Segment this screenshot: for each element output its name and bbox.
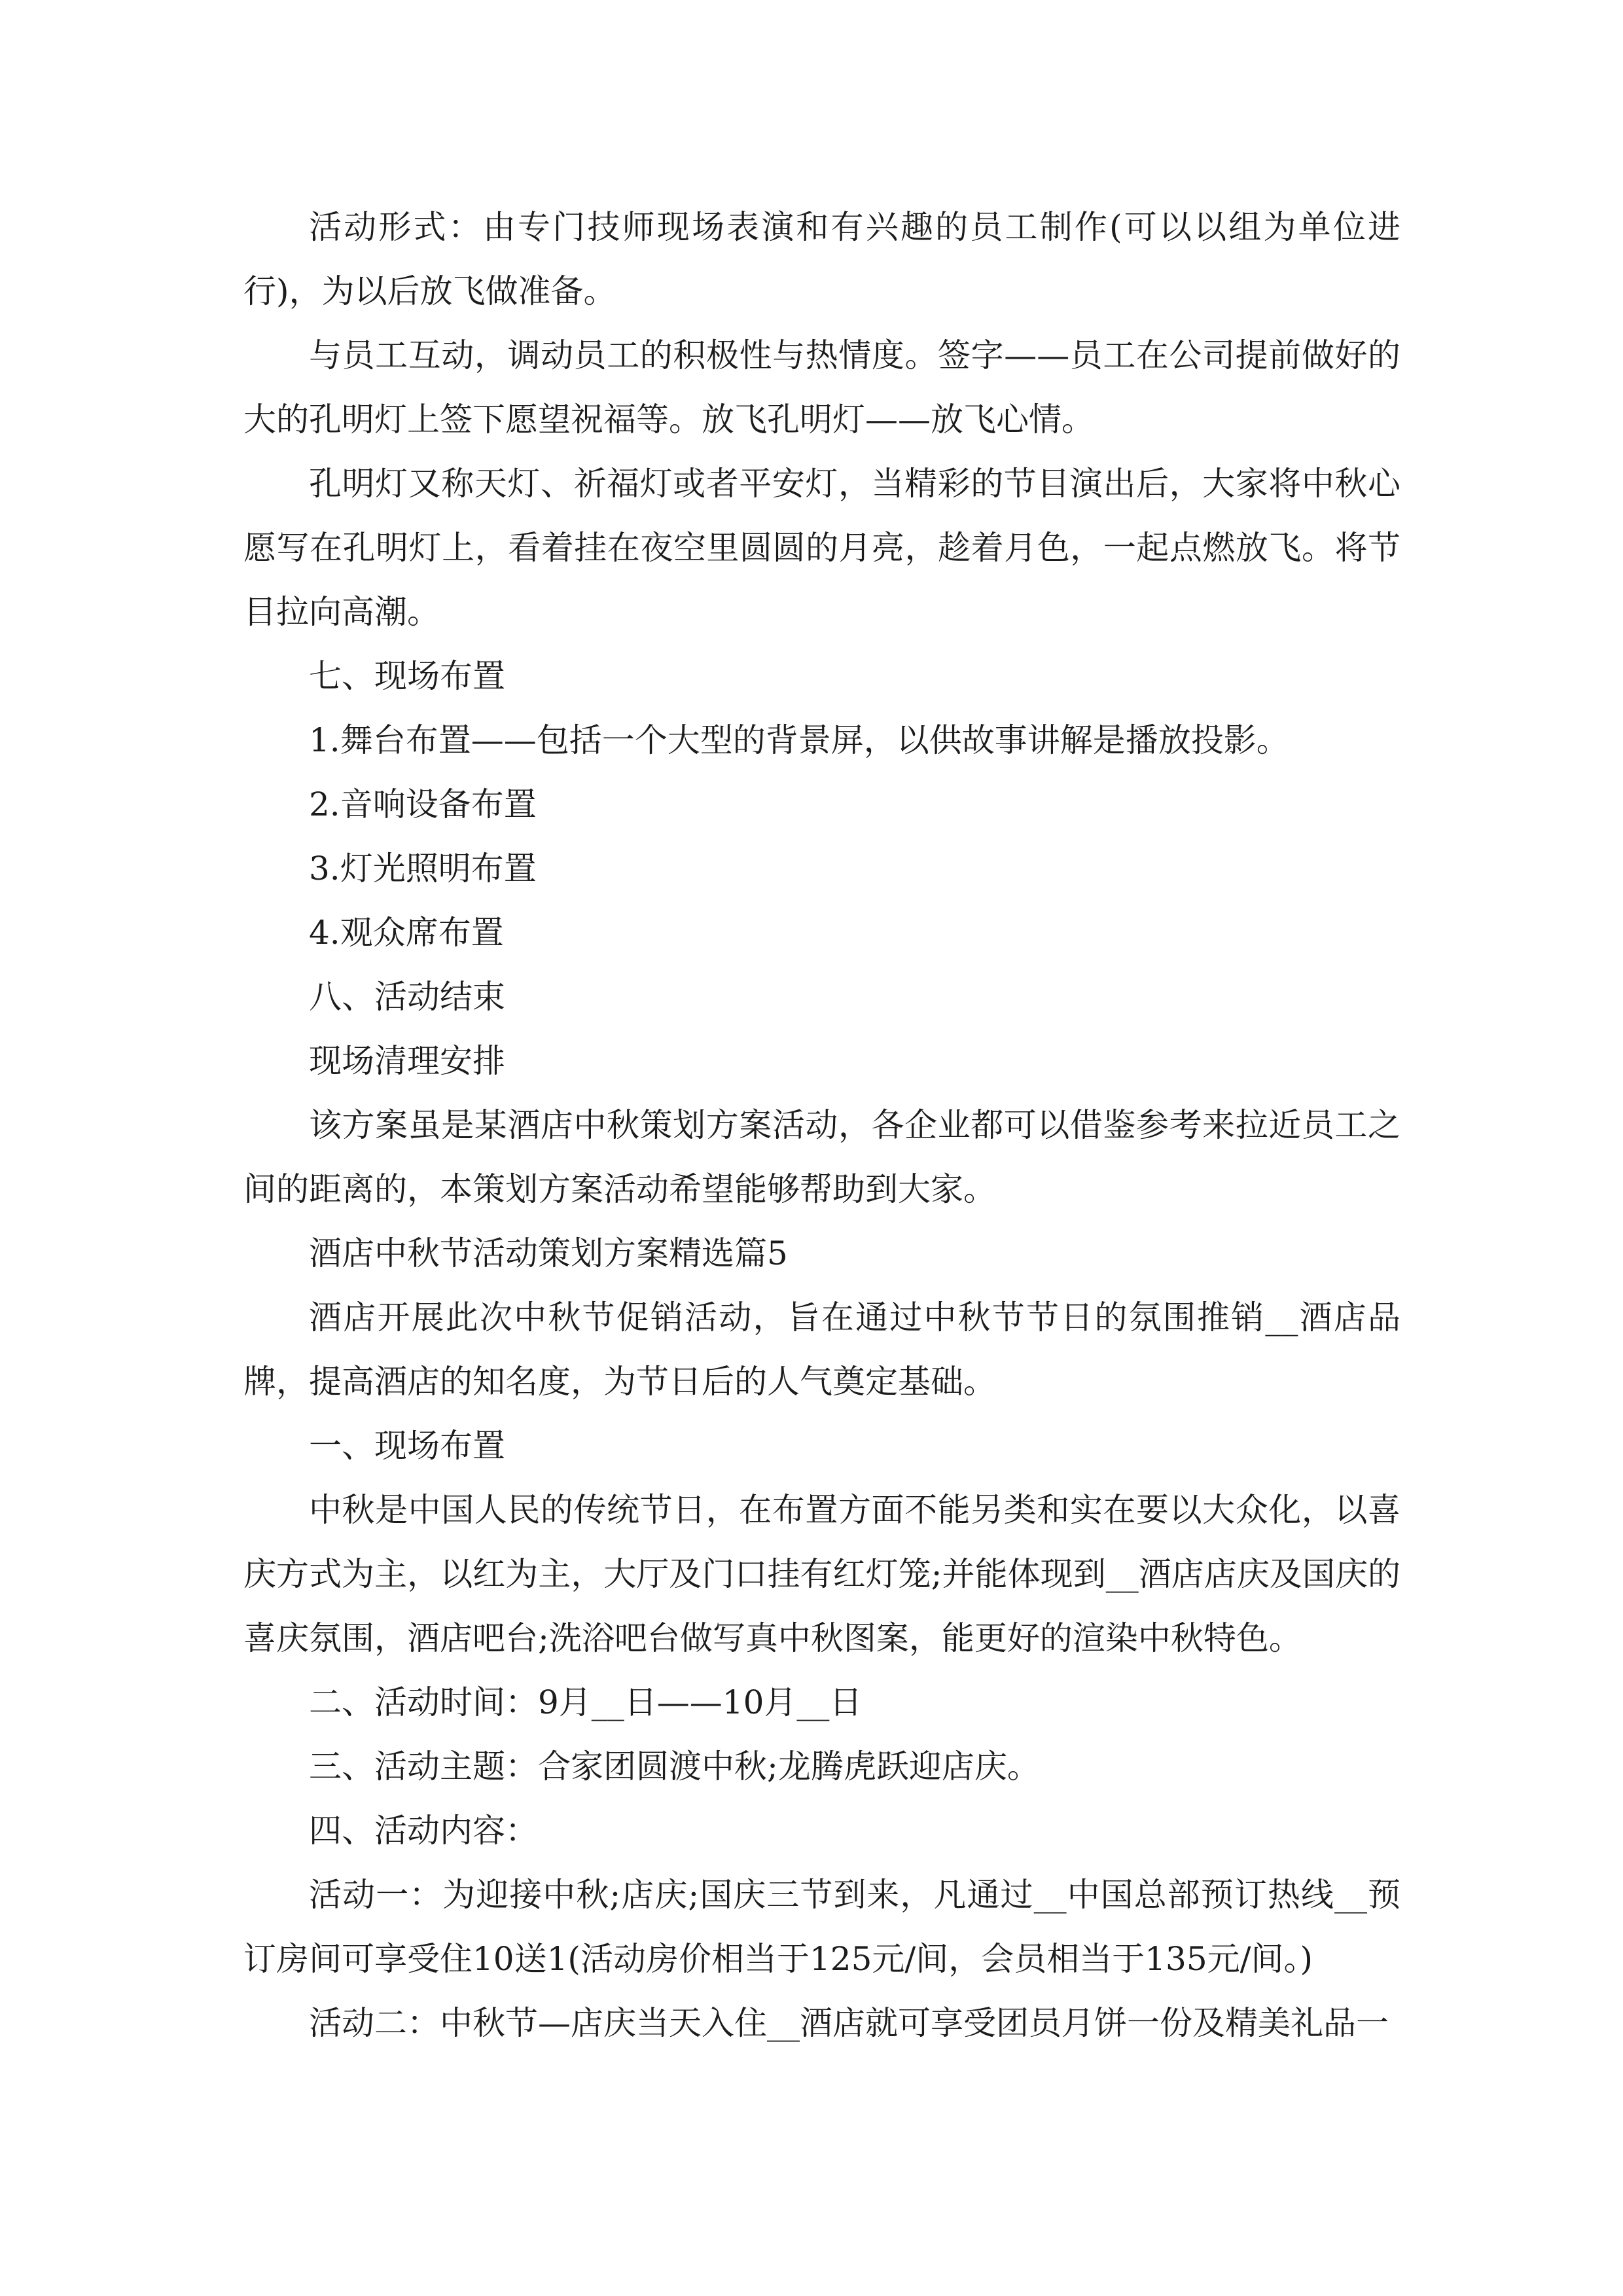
paragraph-summary: 该方案虽是某酒店中秋策划方案活动，各企业都可以借鉴参考来拉近员工之间的距离的，本策划方案活动希望能够帮助到大家。 — [243, 1106, 1400, 1208]
heading-section-1: 一、现场布置 — [309, 1427, 505, 1465]
paragraph-decoration: 中秋是中国人民的传统节日，在布置方面不能另类和实在要以大众化，以喜庆方式为主，以红为主，大厅及门口挂有红灯笼;并能体现到__酒店店庆及国庆的喜庆氛围，酒店吧台;洗浴吧台做写真中秋图案，能更好的渲染中秋特色。 — [243, 1491, 1400, 1657]
paragraph-promotion-goal: 酒店开展此次中秋节促销活动，旨在通过中秋节节日的氛围推销__酒店品牌，提高酒店的知名度，为节日后的人气奠定基础。 — [243, 1299, 1400, 1401]
paragraph-activity-time: 二、活动时间：9月__日——10月__日 — [309, 1683, 863, 1721]
heading-activity-content: 四、活动内容： — [309, 1812, 538, 1850]
document-body — [243, 195, 1400, 2055]
paragraph-activity-form: 活动形式：由专门技师现场表演和有兴趣的员工制作(可以以组为单位进行)，为以后放飞做准备。 — [243, 208, 1400, 310]
paragraph-cleanup: 现场清理安排 — [309, 1042, 505, 1080]
heading-section-8: 八、活动结束 — [309, 978, 505, 1016]
list-item-audience: 4.观众席布置 — [309, 914, 504, 952]
paragraph-kongming-lantern: 孔明灯又称天灯、祈福灯或者平安灯，当精彩的节目演出后，大家将中秋心愿写在孔明灯上，看着挂在夜空里圆圆的月亮，趁着月色，一起点燃放飞。将节目拉向高潮。 — [243, 465, 1400, 631]
paragraph-staff-interaction: 与员工互动，调动员工的积极性与热情度。签字——员工在公司提前做好的大的孔明灯上签下愿望祝福等。放飞孔明灯——放飞心情。 — [243, 336, 1400, 439]
paragraph-activity-two: 活动二：中秋节—店庆当天入住__酒店就可享受团员月饼一份及精美礼品一 — [309, 2004, 1389, 2042]
list-item-stage: 1.舞台布置——包括一个大型的背景屏，以供故事讲解是播放投影。 — [309, 721, 1289, 759]
paragraph-activity-theme: 三、活动主题：合家团圆渡中秋;龙腾虎跃迎店庆。 — [309, 1748, 1040, 1785]
paragraph-activity-one: 活动一：为迎接中秋;店庆;国庆三节到来，凡通过__中国总部预订热线__预订房间可享受住10送1(活动房价相当于125元/间，会员相当于135元/间。) — [243, 1876, 1400, 1978]
heading-plan-5: 酒店中秋节活动策划方案精选篇5 — [309, 1234, 788, 1272]
list-item-audio: 2.音响设备布置 — [309, 785, 537, 823]
list-item-lighting: 3.灯光照明布置 — [309, 850, 537, 888]
heading-section-7: 七、现场布置 — [309, 657, 505, 695]
